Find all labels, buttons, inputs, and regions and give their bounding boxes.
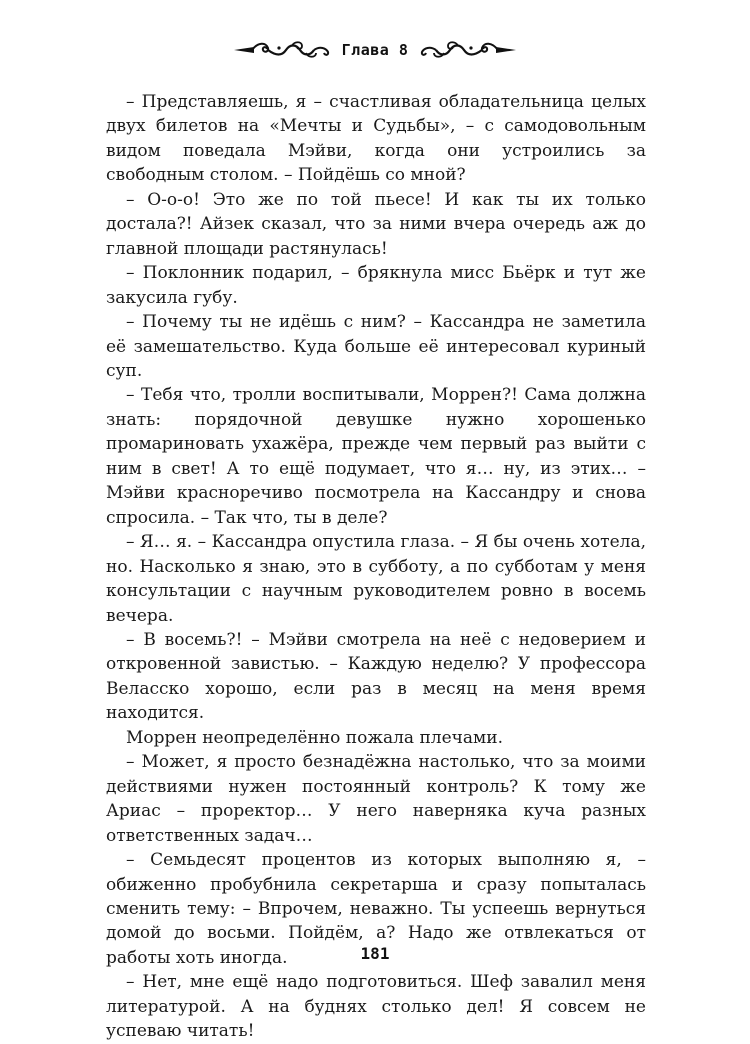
paragraph: – Поклонник подарил, – брякнула мисс Бьёрк и тут же закусила губу. [106, 263, 646, 308]
paragraph: – О-о-о! Это же по той пьесе! И как ты их только достала?! Айзек сказал, что за ними вчера очередь аж до главной площади растянулась! [106, 189, 646, 259]
paragraph: Моррен неопределённо пожала плечами. [126, 727, 503, 748]
paragraph: – В восемь?! – Мэйви смотрела на неё с недоверием и откровенной завистью. – Каждую неделю? У профессора Веласско хорошо, если раз в месяц на меня время находится. [106, 629, 646, 724]
paragraph: – Семьдесят процентов из которых выполняю я, – обиженно пробубнила секретарша и сразу попыталась сменить тему: – Впрочем, неважно. Ты успеешь вернуться домой до восьми. Пойдём, а? Надо же отвлекаться от работы хоть иногда. [106, 850, 646, 968]
left-flourish-ornament-icon [232, 40, 332, 60]
page-number: 181 [360, 944, 390, 963]
paragraph: – Может, я просто безнадёжна настолько, что за моими действиями нужен постоянный контроль? К тому же Ариас – проректор… У него наверняка куча разных ответственных задач… [106, 752, 646, 846]
right-flourish-ornament-icon [418, 40, 518, 60]
paragraph: – Почему ты не идёшь с ним? – Кассандра не заметила её замешательство. Куда больше её интересовал куриный суп. [106, 312, 646, 381]
paragraph: – Представляешь, я – счастливая обладательница целых двух билетов на «Мечты и Судьбы», – с самодовольным видом поведала Мэйви, когда они устроились за свободным столом. – Пойдёшь со мной? [106, 92, 646, 186]
paragraph: – Я… я. – Кассандра опустила глаза. – Я бы очень хотела, но. Насколько я знаю, это в субботу, а по субботам у меня консультации с научным руководителем ровно в восемь вечера. [106, 532, 646, 626]
chapter-title: Глава 8 [341, 41, 409, 59]
paragraph: – Тебя что, тролли воспитывали, Моррен?! Сама должна знать: порядочной девушке нужно хорошенько промариновать ухажёра, прежде чем первый раз выйти с ним в свет! А то ещё подумает, что я… ну, из этих… – Мэйви красноречиво посмотрела на Кассандру и снова спросила. – Так что, ты в деле? [106, 385, 646, 528]
running-header [0, 38, 750, 62]
paragraph: – Нет, мне ещё надо подготовиться. Шеф завалил меня литературой. А на буднях столько дел! Я совсем не успеваю читать! [106, 972, 646, 1042]
body-text [106, 90, 646, 1044]
